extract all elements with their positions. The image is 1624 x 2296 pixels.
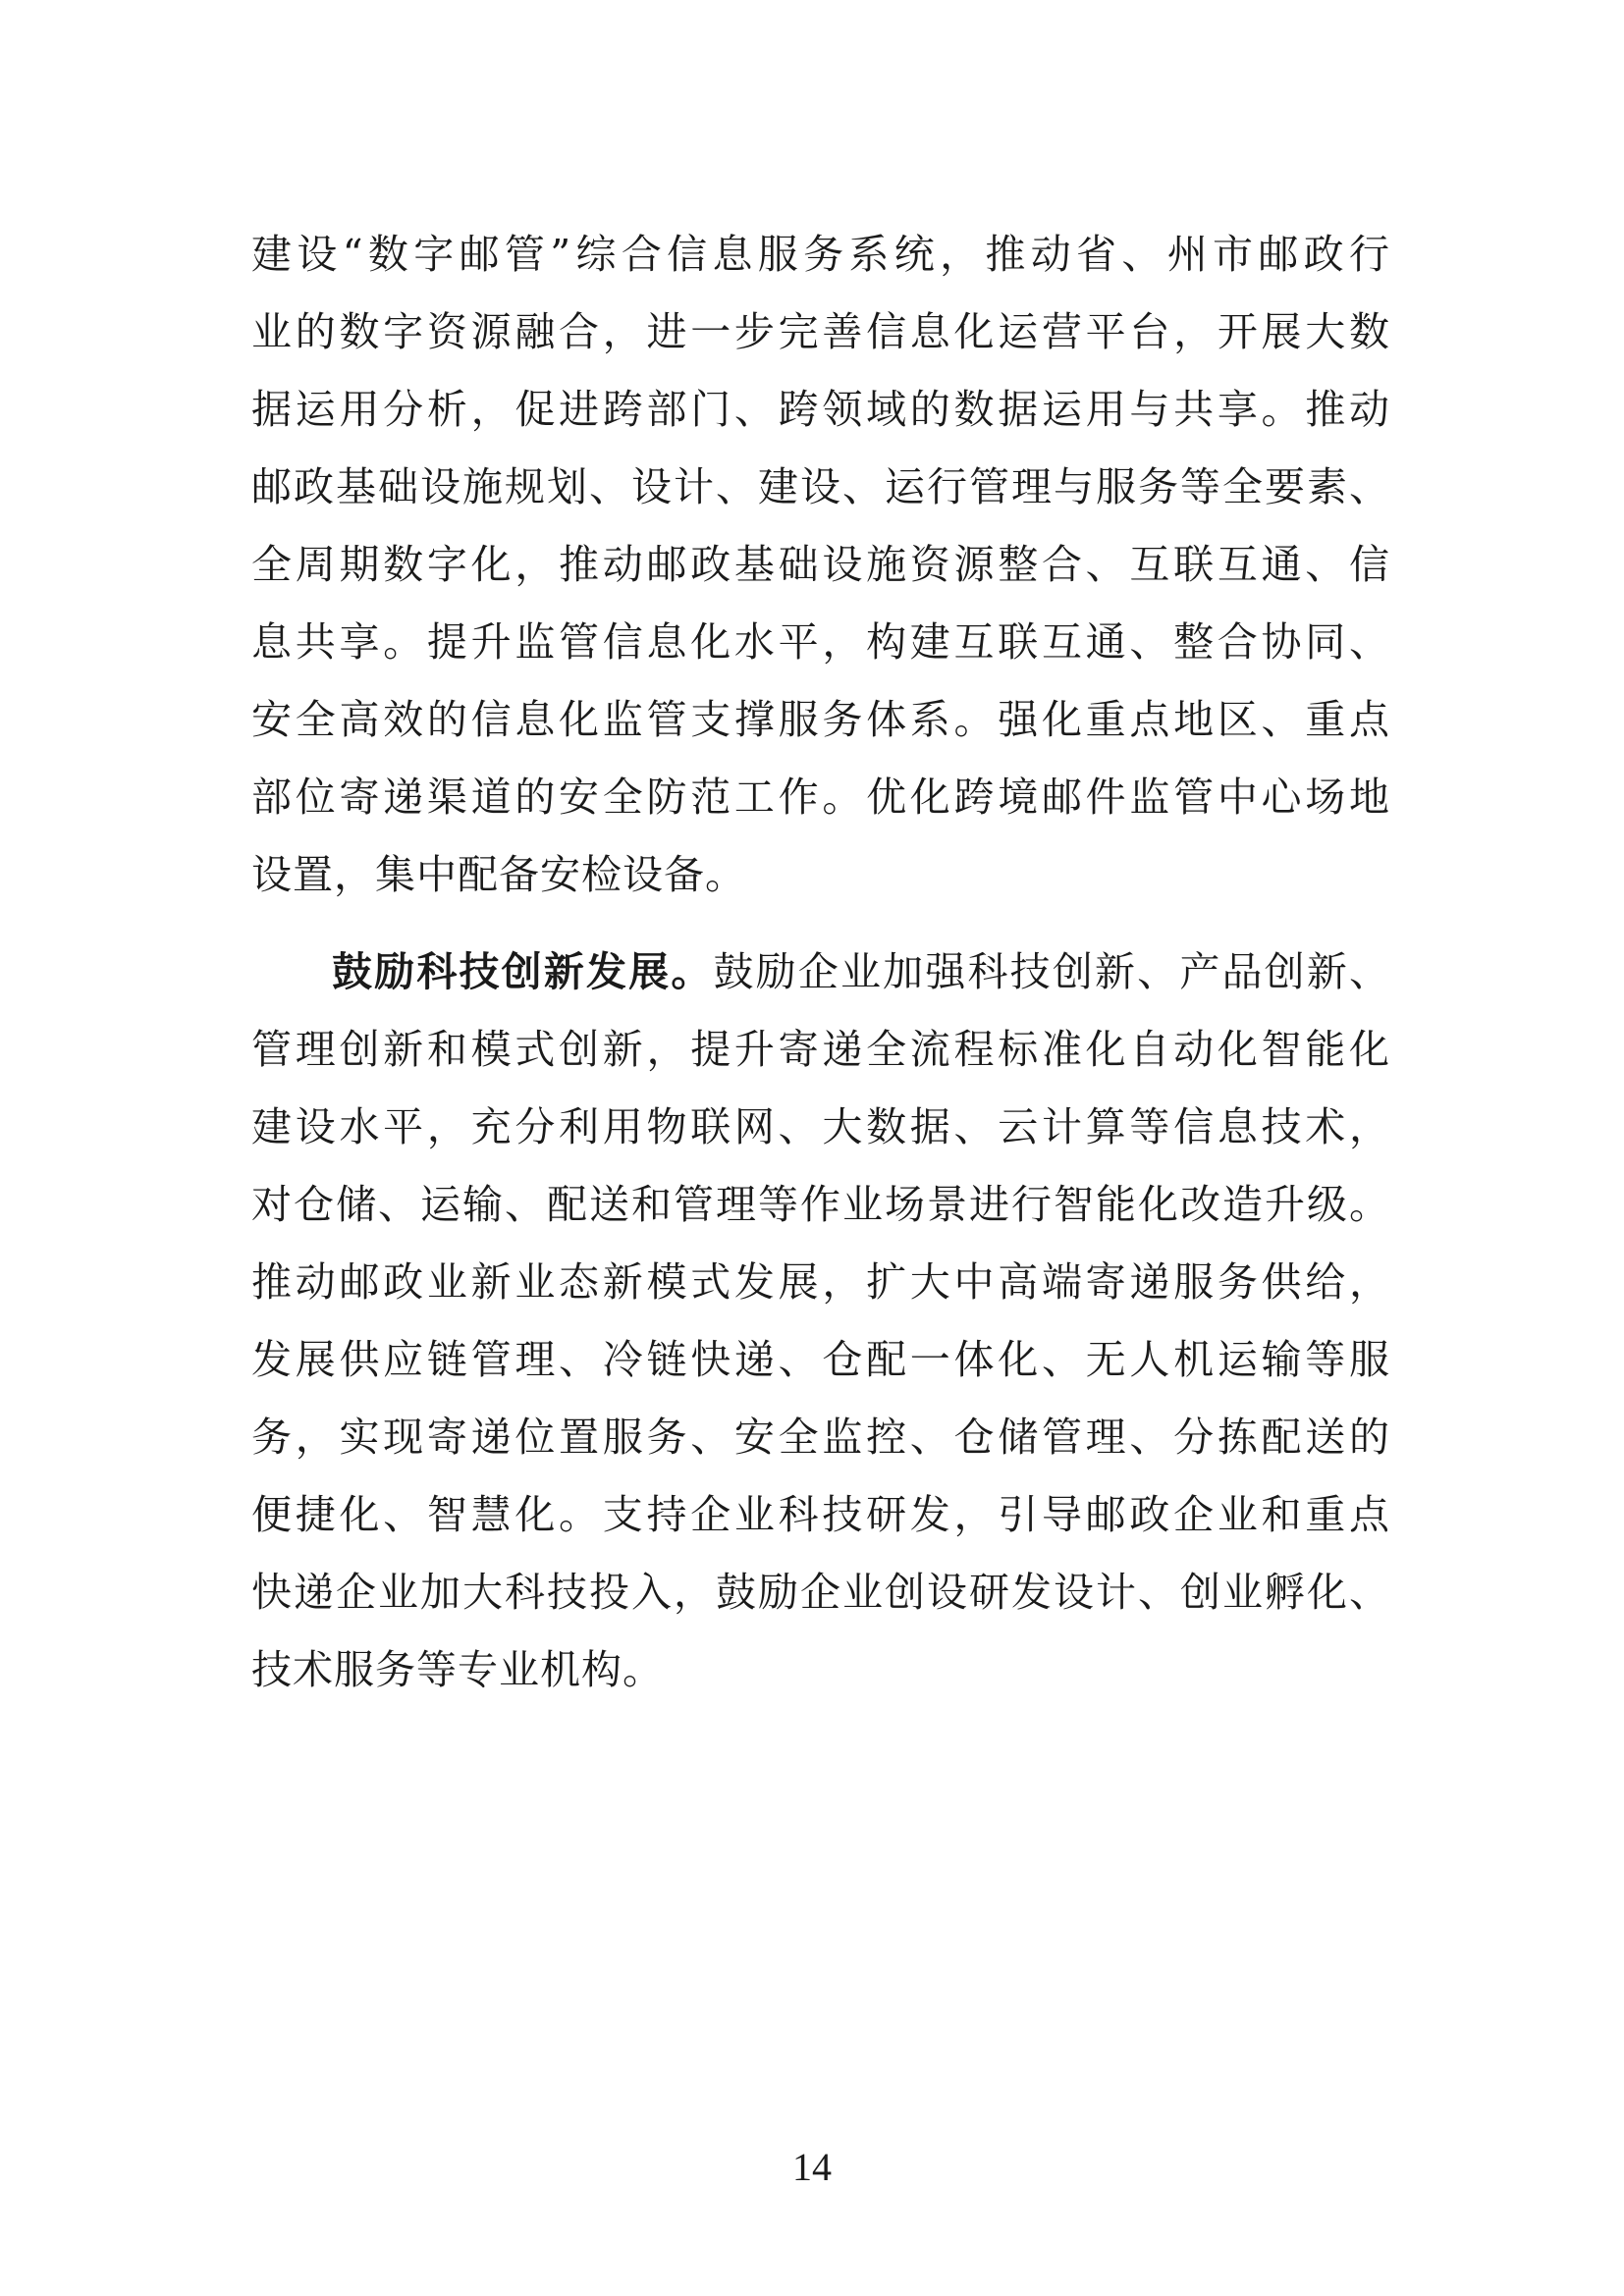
text-line: 发展供应链管理、冷链快递、仓配一体化、无人机运输等服 xyxy=(251,1336,1390,1383)
heading-line-rest: 鼓励企业加强科技创新、产品创新、 xyxy=(713,948,1390,995)
text-line: 据运用分析，促进跨部门、跨领域的数据运用与共享。推动 xyxy=(251,386,1390,433)
text-line: 安全高效的信息化监管支撑服务体系。强化重点地区、重点 xyxy=(251,696,1390,743)
text-line: 设置，集中配备安检设备。 xyxy=(251,851,746,898)
text-line: 业的数字资源融合，进一步完善信息化运营平台，开展大数 xyxy=(251,308,1390,355)
text-line: 部位寄递渠道的安全防范工作。优化跨境邮件监管中心场地 xyxy=(251,774,1390,821)
text-line: 建设“数字邮管”综合信息服务系统，推动省、州市邮政行 xyxy=(251,231,1390,278)
text-line: 邮政基础设施规划、设计、建设、运行管理与服务等全要素、 xyxy=(251,463,1390,510)
paragraph-heading: 鼓励科技创新发展。 xyxy=(332,948,714,995)
text-line: 全周期数字化，推动邮政基础设施资源整合、互联互通、信 xyxy=(251,541,1390,588)
text-line: 息共享。提升监管信息化水平，构建互联互通、整合协同、 xyxy=(251,618,1390,666)
text-line: 技术服务等专业机构。 xyxy=(251,1646,664,1693)
paragraph-digital-postal-management xyxy=(251,216,1390,914)
text-line: 对仓储、运输、配送和管理等作业场景进行智能化改造升级。 xyxy=(251,1181,1390,1228)
text-line: 便捷化、智慧化。支持企业科技研发，引导邮政企业和重点 xyxy=(251,1491,1390,1538)
text-line-with-heading xyxy=(251,934,1390,1011)
body-text xyxy=(251,216,1390,1709)
text-line: 推动邮政业新业态新模式发展，扩大中高端寄递服务供给， xyxy=(251,1258,1390,1306)
text-line: 管理创新和模式创新，提升寄递全流程标准化自动化智能化 xyxy=(251,1026,1390,1073)
text-line: 务，实现寄递位置服务、安全监控、仓储管理、分拣配送的 xyxy=(251,1414,1390,1461)
paragraph-tech-innovation xyxy=(251,934,1390,1709)
text-line: 建设水平，充分利用物联网、大数据、云计算等信息技术， xyxy=(251,1103,1390,1150)
page-number: 14 xyxy=(792,2145,832,2189)
text-line: 快递企业加大科技投入，鼓励企业创设研发设计、创业孵化、 xyxy=(251,1569,1390,1616)
